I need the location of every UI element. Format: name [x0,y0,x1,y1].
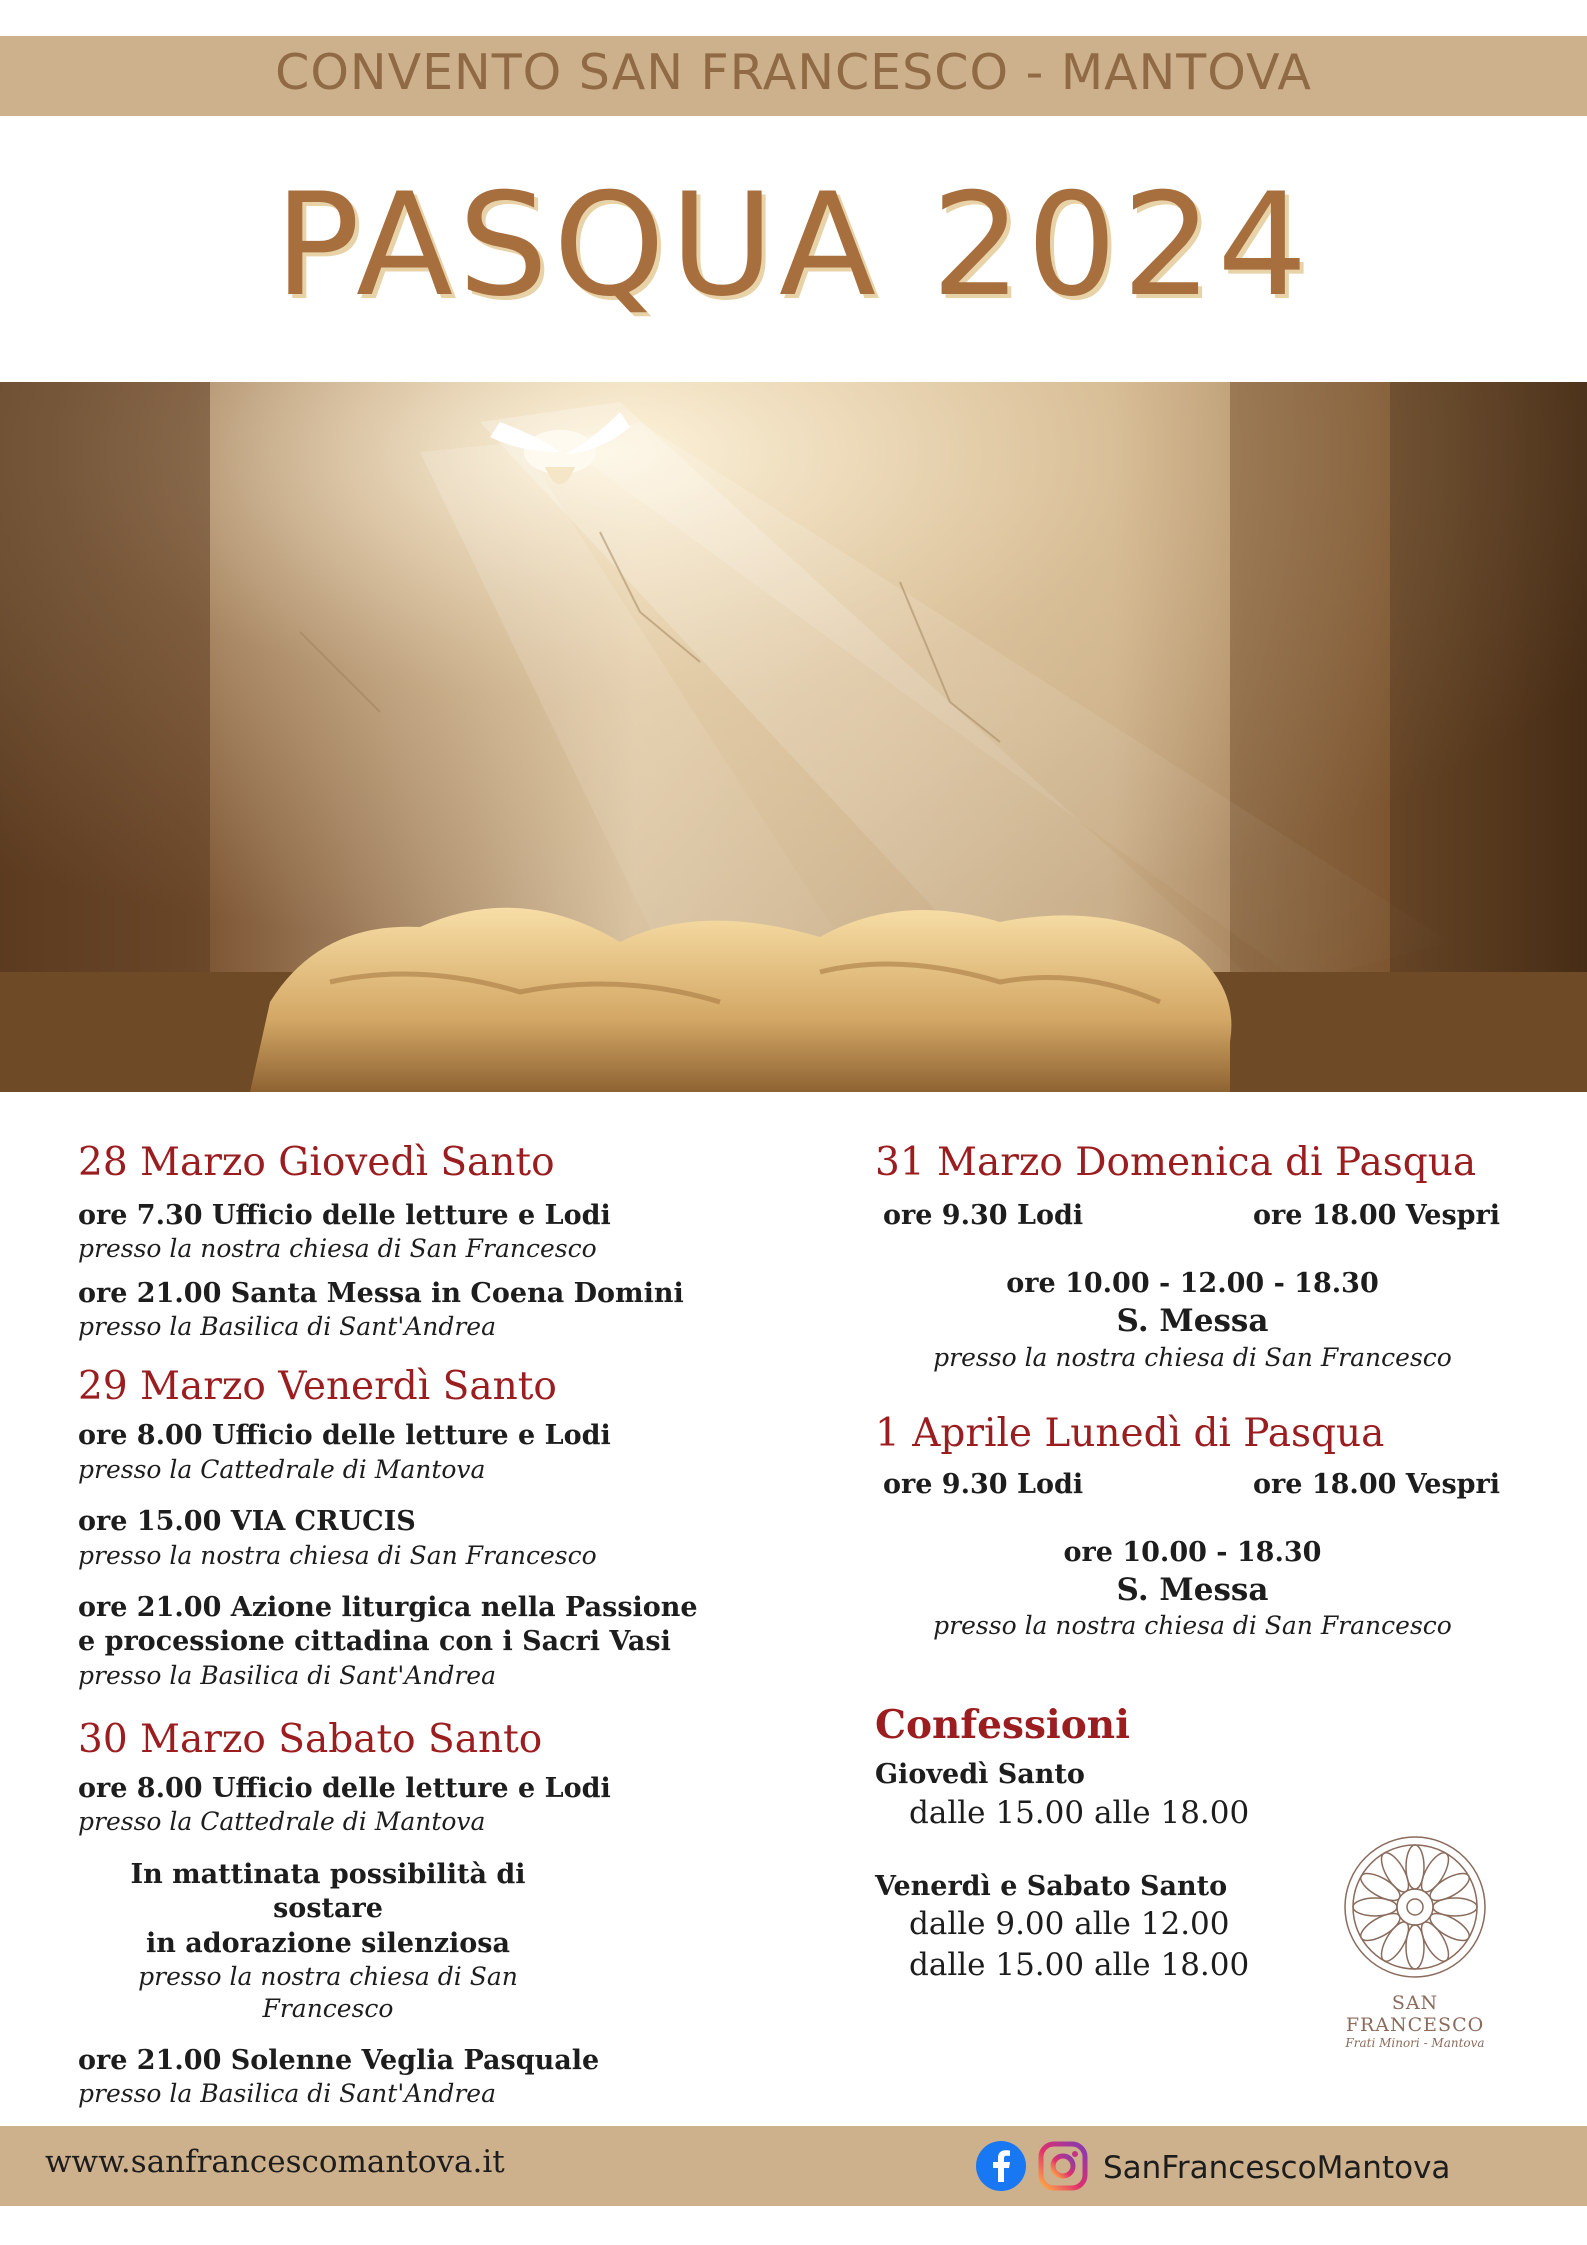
event-desc: in adorazione silenziosa [145,1927,510,1959]
confession-day: Venerdì e Sabato Santo [875,1870,1228,1902]
mass-times: ore 10.00 - 12.00 - 18.30 [1006,1268,1379,1300]
logo-name: SAN FRANCESCO [1345,1992,1485,2036]
convent-logo [1330,1832,1500,2050]
event-time: ore 8.00 Ufficio delle letture e Lodi [78,1420,611,1452]
confession-slot: dalle 15.00 alle 18.00 [909,1947,1250,1984]
day-heading: 1 Aprile Lunedì di Pasqua [875,1410,1385,1456]
hero-image [0,382,1587,1092]
confession-slot: dalle 9.00 alle 12.00 [909,1906,1230,1943]
instagram-icon[interactable] [1037,2140,1089,2196]
event-place: presso la nostra chiesa di San Francesco [78,1234,597,1264]
confession-day: Giovedì Santo [875,1759,1085,1791]
event-time: ore 21.00 Santa Messa in Coena Domini [78,1277,684,1309]
footer-band [0,2126,1587,2206]
left-schedule [78,1140,698,2110]
event-place: presso la nostra chiesa di San Francesco [78,1540,597,1570]
day-heading: 30 Marzo Sabato Santo [78,1717,543,1763]
event-place: presso la Basilica di Sant'Andrea [78,2079,497,2109]
event-time: ore 21.00 Solenne Veglia Pasquale [78,2044,600,2076]
facebook-icon[interactable] [975,2140,1027,2196]
social-handle[interactable]: SanFrancescoMantova [1103,2150,1451,2186]
mass-label: S. Messa [1116,1302,1269,1339]
event-place: presso la nostra chiesa di San Francesco [933,1611,1452,1641]
event-desc: e processione cittadina con i Sacri Vasi [78,1626,671,1658]
day-heading: 31 Marzo Domenica di Pasqua [875,1140,1477,1185]
vespri-time: ore 18.00 Vespri [1253,1468,1500,1500]
rose-window-icon [1330,1832,1500,1982]
confession-slot: dalle 15.00 alle 18.00 [909,1794,1250,1831]
event-time: ore 8.00 Ufficio delle letture e Lodi [78,1772,611,1804]
mass-times: ore 10.00 - 18.30 [1063,1537,1322,1569]
event-place: presso la Basilica di Sant'Andrea [78,1660,497,1690]
event-time: ore 21.00 Azione liturgica nella Passione [78,1591,698,1623]
mass-label: S. Messa [1116,1571,1269,1608]
logo-subtitle: Frati Minori - Mantova [1345,2036,1485,2050]
event-time: ore 15.00 VIA CRUCIS [78,1505,416,1537]
page-title: PASQUA 2024 [274,163,1313,328]
event-place: presso la Cattedrale di Mantova [78,1454,486,1484]
day-heading: 29 Marzo Venerdì Santo [78,1364,557,1410]
event-desc: In mattinata possibilità di sostare [130,1858,526,1925]
lodi-time: ore 9.30 Lodi [883,1468,1084,1500]
event-place: presso la Basilica di Sant'Andrea [78,1312,497,1342]
event-place: presso la Cattedrale di Mantova [78,1807,486,1837]
lodi-time: ore 9.30 Lodi [883,1199,1084,1231]
convent-name: CONVENTO SAN FRANCESCO - MANTOVA [275,44,1312,101]
event-place: presso la nostra chiesa di San Francesco [138,1962,518,2023]
day-heading: 28 Marzo Giovedì Santo [78,1140,555,1185]
event-place: presso la nostra chiesa di San Francesco [933,1342,1452,1372]
confessions-heading: Confessioni [875,1701,1130,1748]
header-band [0,36,1587,116]
website-link[interactable]: www.sanfrancescomantova.it [45,2144,505,2180]
social-links [975,2140,1450,2196]
vespri-time: ore 18.00 Vespri [1253,1199,1500,1231]
event-time: ore 7.30 Ufficio delle letture e Lodi [78,1199,611,1231]
